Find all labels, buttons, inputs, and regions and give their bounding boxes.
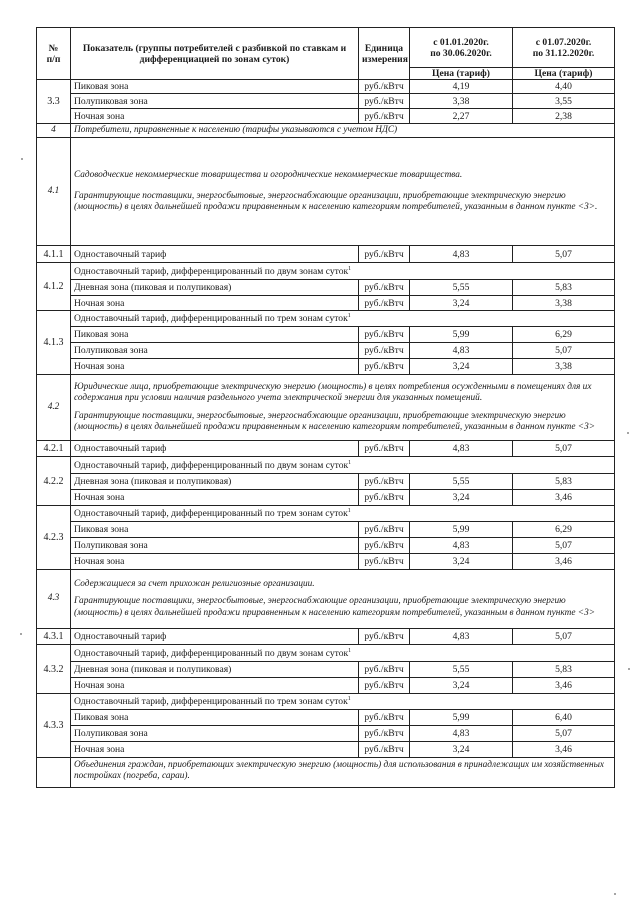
scan-speck bbox=[20, 633, 22, 635]
table-row bbox=[37, 710, 615, 726]
row-value-2: 5,07 bbox=[513, 538, 615, 554]
section-row-4 bbox=[37, 124, 615, 138]
row-label: Ночная зона bbox=[71, 296, 359, 311]
footnote-mark: 1 bbox=[348, 265, 352, 272]
footnote-mark: 1 bbox=[347, 696, 351, 702]
section-paragraph: Гарантирующие поставщики, энергосбытовые, энергоснабжающие организации, приобретающие электрическую энергию (мощность) в целях дальнейшей продажи приравненным к населению категориям потребителей, указанным в данном пункте <3>. bbox=[74, 190, 598, 213]
section-row-4-3 bbox=[37, 570, 615, 629]
section-description: Объединения граждан, приобретающих электрическую энергию (мощность) для использования в принадлежащих им хозяйственных постройках (погреба, сараи). bbox=[71, 758, 615, 788]
row-value-1: 3,24 bbox=[410, 554, 513, 570]
row-label: Полупиковая зона bbox=[71, 343, 359, 359]
row-label: Ночная зона bbox=[71, 742, 359, 758]
row-value-1: 4,83 bbox=[410, 441, 513, 457]
row-unit: руб./кВтч bbox=[359, 726, 410, 742]
row-num: 4.2.1 bbox=[37, 441, 71, 457]
header-num: № п/п bbox=[37, 28, 71, 80]
row-num: 4 bbox=[37, 124, 71, 138]
table-row bbox=[37, 327, 615, 343]
table-row bbox=[37, 343, 615, 359]
row-num: 4.1.3 bbox=[37, 311, 71, 375]
section-title: Потребители, приравненные к населению (тарифы указываются с учетом НДС) bbox=[71, 124, 615, 138]
scan-speck bbox=[627, 432, 629, 434]
row-label: Полупиковая зона bbox=[71, 726, 359, 742]
footnote-mark: 1 bbox=[348, 647, 352, 654]
table-header-row bbox=[37, 28, 615, 68]
row-label: Ночная зона bbox=[71, 490, 359, 506]
table-row bbox=[37, 263, 615, 280]
row-label: Ночная зона bbox=[71, 359, 359, 375]
row-num: 4.1.2 bbox=[37, 263, 71, 311]
row-unit: руб./кВтч bbox=[359, 280, 410, 296]
row-value-1: 3,38 bbox=[410, 94, 513, 109]
row-title-text: Одноставочный тариф, дифференцированный по двум зонам суток bbox=[74, 647, 349, 659]
scan-speck bbox=[628, 668, 630, 670]
row-value-1: 2,27 bbox=[410, 109, 513, 124]
row-label: Пиковая зона bbox=[71, 327, 359, 343]
row-num: 4.2 bbox=[37, 375, 71, 441]
row-unit: руб./кВтч bbox=[359, 678, 410, 694]
row-unit: руб./кВтч bbox=[359, 490, 410, 506]
row-label: Дневная зона (пиковая и полупиковая) bbox=[71, 280, 359, 296]
row-title bbox=[71, 694, 615, 710]
row-label: Полупиковая зона bbox=[71, 94, 359, 109]
row-value-2: 3,46 bbox=[513, 554, 615, 570]
section-row-4-2 bbox=[37, 375, 615, 441]
row-value-2: 5,07 bbox=[513, 629, 615, 645]
table-row bbox=[37, 94, 615, 109]
row-num bbox=[37, 758, 71, 788]
row-value-1: 4,83 bbox=[410, 538, 513, 554]
row-value-1: 5,55 bbox=[410, 280, 513, 296]
row-title bbox=[71, 457, 615, 474]
row-value-1: 5,99 bbox=[410, 522, 513, 538]
header-period-2: с 01.07.2020г. по 31.12.2020г. bbox=[513, 28, 615, 68]
row-value-2: 3,46 bbox=[513, 742, 615, 758]
row-num: 4.3 bbox=[37, 570, 71, 629]
row-unit: руб./кВтч bbox=[359, 296, 410, 311]
table-row bbox=[37, 554, 615, 570]
row-value-2: 5,07 bbox=[513, 343, 615, 359]
header-period-1: с 01.01.2020г. по 30.06.2020г. bbox=[410, 28, 513, 68]
row-label: Полупиковая зона bbox=[71, 538, 359, 554]
row-label: Одноставочный тариф bbox=[71, 629, 359, 645]
section-paragraph: Юридические лица, приобретающие электрическую энергию (мощность) в целях потребления осужденными в помещениях для их содержания при условии наличия раздельного учета электрической энергии для указанных помещений. bbox=[74, 382, 592, 404]
row-unit: руб./кВтч bbox=[359, 94, 410, 109]
table-row bbox=[37, 109, 615, 124]
row-num: 4.3.3 bbox=[37, 694, 71, 758]
header-unit: Единица измерения bbox=[359, 28, 410, 80]
section-row-4-4 bbox=[37, 758, 615, 788]
row-title-text: Одноставочный тариф, дифференцированный по трем зонам суток bbox=[74, 508, 348, 519]
row-label: Пиковая зона bbox=[71, 522, 359, 538]
row-value-2: 3,46 bbox=[513, 490, 615, 506]
section-row-4-1 bbox=[37, 138, 615, 246]
row-value-2: 3,46 bbox=[513, 678, 615, 694]
header-indicator: Показатель (группы потребителей с разбивкой по ставкам и дифференциацией по зонам суток) bbox=[71, 28, 359, 80]
scan-speck bbox=[614, 893, 616, 895]
row-value-2: 3,55 bbox=[513, 94, 615, 109]
row-value-2: 6,29 bbox=[513, 327, 615, 343]
row-unit: руб./кВтч bbox=[359, 710, 410, 726]
row-label: Дневная зона (пиковая и полупиковая) bbox=[71, 662, 359, 678]
row-unit: руб./кВтч bbox=[359, 109, 410, 124]
tariff-table bbox=[36, 27, 615, 788]
section-paragraph: Гарантирующие поставщики, энергосбытовые, энергоснабжающие организации, приобретающие электрическую энергию (мощность) в целях дальнейшей продажи приравненным к населению категориям потребителей, указанным в данном пункте <3> bbox=[74, 596, 595, 618]
header-price-1: Цена (тариф) bbox=[410, 68, 513, 80]
row-unit: руб./кВтч bbox=[359, 474, 410, 490]
row-unit: руб./кВтч bbox=[359, 246, 410, 263]
row-unit: руб./кВтч bbox=[359, 359, 410, 375]
row-label: Одноставочный тариф bbox=[71, 246, 359, 263]
row-value-1: 4,83 bbox=[410, 629, 513, 645]
table-row bbox=[37, 474, 615, 490]
table-row bbox=[37, 678, 615, 694]
table-row bbox=[37, 522, 615, 538]
row-value-2: 6,40 bbox=[513, 710, 615, 726]
row-unit: руб./кВтч bbox=[359, 441, 410, 457]
row-num: 3.3 bbox=[37, 80, 71, 124]
row-unit: руб./кВтч bbox=[359, 742, 410, 758]
row-value-2: 3,38 bbox=[513, 296, 615, 311]
row-label: Ночная зона bbox=[71, 109, 359, 124]
row-value-1: 4,83 bbox=[410, 726, 513, 742]
section-description bbox=[71, 138, 615, 246]
header-price-2: Цена (тариф) bbox=[513, 68, 615, 80]
table-row bbox=[37, 441, 615, 457]
row-unit: руб./кВтч bbox=[359, 327, 410, 343]
row-value-1: 5,99 bbox=[410, 327, 513, 343]
row-value-1: 3,24 bbox=[410, 359, 513, 375]
row-value-1: 5,55 bbox=[410, 474, 513, 490]
table-row bbox=[37, 538, 615, 554]
row-num: 4.3.2 bbox=[37, 645, 71, 694]
section-description bbox=[71, 375, 615, 441]
footnote-mark: 1 bbox=[347, 313, 351, 319]
footnote-mark: 1 bbox=[348, 459, 352, 466]
row-value-2: 2,38 bbox=[513, 109, 615, 124]
row-label: Одноставочный тариф bbox=[71, 441, 359, 457]
row-title-text: Одноставочный тариф, дифференцированный по трем зонам суток bbox=[74, 313, 348, 324]
row-unit: руб./кВтч bbox=[359, 522, 410, 538]
table-row bbox=[37, 662, 615, 678]
table-row bbox=[37, 742, 615, 758]
row-num: 4.1 bbox=[37, 138, 71, 246]
section-paragraph: Садоводческие некоммерческие товарищества и огороднические некоммерческие товарищества. bbox=[74, 169, 463, 180]
row-unit: руб./кВтч bbox=[359, 554, 410, 570]
row-title-text: Одноставочный тариф, дифференцированный по двум зонам суток bbox=[74, 459, 349, 471]
row-value-2: 3,38 bbox=[513, 359, 615, 375]
table-row bbox=[37, 645, 615, 662]
row-value-1: 3,24 bbox=[410, 490, 513, 506]
table-row bbox=[37, 359, 615, 375]
row-value-1: 3,24 bbox=[410, 296, 513, 311]
row-unit: руб./кВтч bbox=[359, 80, 410, 94]
table-row bbox=[37, 506, 615, 522]
row-value-1: 4,83 bbox=[410, 246, 513, 263]
row-title bbox=[71, 506, 615, 522]
row-title-text: Одноставочный тариф, дифференцированный по трем зонам суток bbox=[74, 696, 348, 707]
section-paragraph: Содержащиеся за счет прихожан религиозные организации. bbox=[74, 579, 315, 590]
row-label: Пиковая зона bbox=[71, 80, 359, 94]
row-unit: руб./кВтч bbox=[359, 629, 410, 645]
row-value-1: 5,55 bbox=[410, 662, 513, 678]
footnote-mark: 1 bbox=[347, 508, 351, 514]
row-value-1: 4,19 bbox=[410, 80, 513, 94]
row-value-2: 5,07 bbox=[513, 246, 615, 263]
row-title bbox=[71, 263, 615, 280]
row-value-2: 4,40 bbox=[513, 80, 615, 94]
row-value-2: 5,83 bbox=[513, 280, 615, 296]
table-row bbox=[37, 296, 615, 311]
row-label: Дневная зона (пиковая и полупиковая) bbox=[71, 474, 359, 490]
row-title bbox=[71, 311, 615, 327]
row-value-2: 5,83 bbox=[513, 474, 615, 490]
table-row bbox=[37, 457, 615, 474]
section-paragraph: Гарантирующие поставщики, энергосбытовые, энергоснабжающие организации, приобретающие электрическую энергию (мощность) в целях дальнейшей продажи приравненным к населению категориям потребителей, указанным в данном пункте <3> bbox=[74, 410, 595, 432]
table-row bbox=[37, 694, 615, 710]
row-value-2: 6,29 bbox=[513, 522, 615, 538]
table-row bbox=[37, 726, 615, 742]
row-value-2: 5,83 bbox=[513, 662, 615, 678]
row-num: 4.2.2 bbox=[37, 457, 71, 506]
table-row bbox=[37, 80, 615, 94]
row-value-1: 4,83 bbox=[410, 343, 513, 359]
row-num: 4.2.3 bbox=[37, 506, 71, 570]
row-value-1: 3,24 bbox=[410, 678, 513, 694]
row-label: Пиковая зона bbox=[71, 710, 359, 726]
row-unit: руб./кВтч bbox=[359, 343, 410, 359]
table-row bbox=[37, 311, 615, 327]
row-num: 4.3.1 bbox=[37, 629, 71, 645]
row-title bbox=[71, 645, 615, 662]
row-value-2: 5,07 bbox=[513, 726, 615, 742]
table-row bbox=[37, 629, 615, 645]
row-unit: руб./кВтч bbox=[359, 538, 410, 554]
row-value-2: 5,07 bbox=[513, 441, 615, 457]
row-title-text: Одноставочный тариф, дифференцированный по двум зонам суток bbox=[74, 265, 349, 277]
row-label: Ночная зона bbox=[71, 678, 359, 694]
row-num: 4.1.1 bbox=[37, 246, 71, 263]
scan-speck bbox=[21, 158, 23, 160]
row-unit: руб./кВтч bbox=[359, 662, 410, 678]
section-description bbox=[71, 570, 615, 629]
table-row bbox=[37, 280, 615, 296]
row-value-1: 3,24 bbox=[410, 742, 513, 758]
row-label: Ночная зона bbox=[71, 554, 359, 570]
table-row bbox=[37, 246, 615, 263]
table-row bbox=[37, 490, 615, 506]
row-value-1: 5,99 bbox=[410, 710, 513, 726]
